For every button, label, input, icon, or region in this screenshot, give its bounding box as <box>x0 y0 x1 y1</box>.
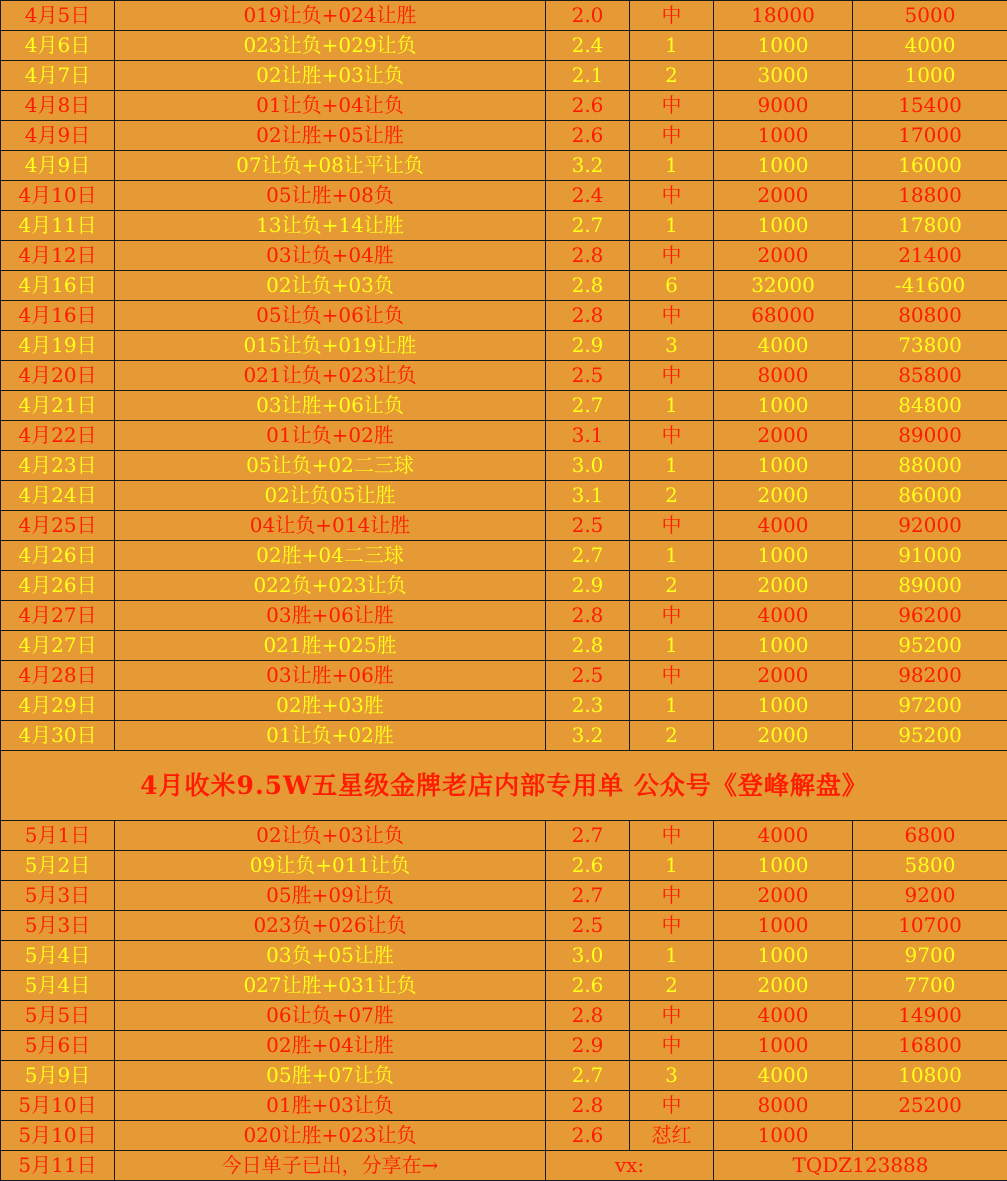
cell-odds: 2.7 <box>546 821 630 851</box>
cell-stake: 1000 <box>714 1031 853 1061</box>
cell-stake: 2000 <box>714 181 853 211</box>
cell-balance: 80800 <box>853 301 1007 331</box>
cell-date: 4月28日 <box>1 661 115 691</box>
table-row <box>1 601 1007 631</box>
cell-picks: 04让负+014让胜 <box>115 511 546 541</box>
cell-result: 怼红 <box>630 1121 714 1151</box>
table-row <box>1 661 1007 691</box>
table-row <box>1 571 1007 601</box>
cell-odds: 3.1 <box>546 481 630 511</box>
cell-balance: 9700 <box>853 941 1007 971</box>
table-row <box>1 151 1007 181</box>
table-row <box>1 941 1007 971</box>
cell-balance: 15400 <box>853 91 1007 121</box>
cell-balance: 10700 <box>853 911 1007 941</box>
cell-balance: 85800 <box>853 361 1007 391</box>
cell-stake: 18000 <box>714 1 853 31</box>
cell-stake: 2000 <box>714 481 853 511</box>
table-row <box>1 331 1007 361</box>
cell-balance: 89000 <box>853 421 1007 451</box>
cell-result: 中 <box>630 181 714 211</box>
cell-result: 中 <box>630 421 714 451</box>
cell-date: 5月4日 <box>1 941 115 971</box>
cell-picks: 02让负+03负 <box>115 271 546 301</box>
cell-date: 5月1日 <box>1 821 115 851</box>
cell-balance: -41600 <box>853 271 1007 301</box>
cell-date: 4月29日 <box>1 691 115 721</box>
cell-odds: 2.7 <box>546 541 630 571</box>
table-row <box>1 1061 1007 1091</box>
table-row <box>1 271 1007 301</box>
cell-picks: 05让胜+08负 <box>115 181 546 211</box>
cell-date: 4月6日 <box>1 31 115 61</box>
cell-stake: 8000 <box>714 1091 853 1121</box>
cell-result: 中 <box>630 1001 714 1031</box>
cell-odds: 2.9 <box>546 331 630 361</box>
table-row <box>1 541 1007 571</box>
cell-picks: 01胜+03让负 <box>115 1091 546 1121</box>
cell-picks: 02让胜+05让胜 <box>115 121 546 151</box>
cell-result: 中 <box>630 911 714 941</box>
table-row <box>1 1001 1007 1031</box>
cell-odds: 2.5 <box>546 361 630 391</box>
cell-picks: 03胜+06让胜 <box>115 601 546 631</box>
table-row <box>1 31 1007 61</box>
cell-result: 中 <box>630 511 714 541</box>
cell-odds: 2.5 <box>546 511 630 541</box>
cell-result: 中 <box>630 301 714 331</box>
cell-stake: 2000 <box>714 571 853 601</box>
cell-result: 中 <box>630 1091 714 1121</box>
table-row <box>1 121 1007 151</box>
cell-stake: 9000 <box>714 91 853 121</box>
cell-stake: 4000 <box>714 1061 853 1091</box>
cell-date: 4月9日 <box>1 121 115 151</box>
cell-picks: 01让负+02胜 <box>115 721 546 751</box>
cell-stake: 1000 <box>714 391 853 421</box>
cell-date: 5月3日 <box>1 881 115 911</box>
table-row <box>1 181 1007 211</box>
cell-picks: 03让胜+06胜 <box>115 661 546 691</box>
cell-picks: 021让负+023让负 <box>115 361 546 391</box>
cell-odds: 2.6 <box>546 851 630 881</box>
cell-balance: 5000 <box>853 1 1007 31</box>
cell-balance: 4000 <box>853 31 1007 61</box>
table-row <box>1 631 1007 661</box>
cell-odds: 2.3 <box>546 691 630 721</box>
cell-stake: 4000 <box>714 331 853 361</box>
cell-picks: 019让负+024让胜 <box>115 1 546 31</box>
cell-picks: 05胜+07让负 <box>115 1061 546 1091</box>
table-row <box>1 91 1007 121</box>
cell-stake: 1000 <box>714 941 853 971</box>
banner-row <box>1 751 1007 821</box>
cell-result: 1 <box>630 451 714 481</box>
cell-date: 4月8日 <box>1 91 115 121</box>
cell-balance: 91000 <box>853 541 1007 571</box>
cell-odds: 2.5 <box>546 911 630 941</box>
cell-balance: 14900 <box>853 1001 1007 1031</box>
cell-result: 1 <box>630 31 714 61</box>
footer-row <box>1 1151 1007 1181</box>
cell-result: 6 <box>630 271 714 301</box>
cell-balance: 96200 <box>853 601 1007 631</box>
table-row <box>1 511 1007 541</box>
cell-odds: 2.6 <box>546 1121 630 1151</box>
cell-balance: 92000 <box>853 511 1007 541</box>
banner-text: 4月收米9.5W五星级金牌老店内部专用单 公众号《登峰解盘》 <box>1 751 1007 821</box>
cell-stake: 1000 <box>714 151 853 181</box>
footer-vx-label: vx: <box>546 1151 714 1181</box>
cell-result: 中 <box>630 361 714 391</box>
cell-date: 4月21日 <box>1 391 115 421</box>
cell-result: 中 <box>630 601 714 631</box>
cell-balance: 89000 <box>853 571 1007 601</box>
cell-date: 4月20日 <box>1 361 115 391</box>
table-row <box>1 851 1007 881</box>
cell-balance: 16800 <box>853 1031 1007 1061</box>
cell-result: 中 <box>630 1031 714 1061</box>
cell-odds: 2.9 <box>546 1031 630 1061</box>
table-row <box>1 721 1007 751</box>
cell-picks: 021胜+025胜 <box>115 631 546 661</box>
cell-result: 2 <box>630 721 714 751</box>
cell-result: 中 <box>630 821 714 851</box>
cell-result: 中 <box>630 881 714 911</box>
table-row <box>1 691 1007 721</box>
cell-result: 中 <box>630 1 714 31</box>
cell-picks: 015让负+019让胜 <box>115 331 546 361</box>
cell-date: 4月16日 <box>1 271 115 301</box>
cell-stake: 2000 <box>714 721 853 751</box>
cell-result: 1 <box>630 941 714 971</box>
cell-picks: 02让负05让胜 <box>115 481 546 511</box>
cell-picks: 03让负+04胜 <box>115 241 546 271</box>
cell-result: 中 <box>630 121 714 151</box>
cell-balance: 98200 <box>853 661 1007 691</box>
cell-picks: 01让负+04让负 <box>115 91 546 121</box>
cell-stake: 1000 <box>714 851 853 881</box>
cell-balance: 88000 <box>853 451 1007 481</box>
cell-odds: 2.8 <box>546 241 630 271</box>
cell-picks: 02胜+03胜 <box>115 691 546 721</box>
table-row <box>1 241 1007 271</box>
cell-odds: 2.8 <box>546 601 630 631</box>
table-row <box>1 1121 1007 1151</box>
cell-stake: 2000 <box>714 421 853 451</box>
cell-date: 4月26日 <box>1 571 115 601</box>
cell-picks: 03负+05让胜 <box>115 941 546 971</box>
cell-picks: 13让负+14让胜 <box>115 211 546 241</box>
cell-balance: 6800 <box>853 821 1007 851</box>
cell-balance: 84800 <box>853 391 1007 421</box>
cell-picks: 06让负+07胜 <box>115 1001 546 1031</box>
cell-balance: 16000 <box>853 151 1007 181</box>
cell-balance: 95200 <box>853 631 1007 661</box>
cell-balance: 21400 <box>853 241 1007 271</box>
cell-stake: 1000 <box>714 911 853 941</box>
cell-date: 4月5日 <box>1 1 115 31</box>
cell-balance: 73800 <box>853 331 1007 361</box>
cell-odds: 2.8 <box>546 301 630 331</box>
cell-result: 中 <box>630 241 714 271</box>
cell-stake: 1000 <box>714 1121 853 1151</box>
cell-stake: 4000 <box>714 601 853 631</box>
may-section <box>1 821 1007 1151</box>
footer-note: 今日单子已出，分享在→ <box>115 1151 546 1181</box>
cell-date: 4月9日 <box>1 151 115 181</box>
cell-odds: 2.4 <box>546 31 630 61</box>
table-row <box>1 301 1007 331</box>
cell-stake: 2000 <box>714 661 853 691</box>
cell-odds: 2.8 <box>546 631 630 661</box>
cell-stake: 2000 <box>714 881 853 911</box>
cell-stake: 1000 <box>714 31 853 61</box>
cell-balance: 97200 <box>853 691 1007 721</box>
cell-picks: 05胜+09让负 <box>115 881 546 911</box>
cell-date: 5月10日 <box>1 1121 115 1151</box>
cell-stake: 1000 <box>714 211 853 241</box>
cell-stake: 8000 <box>714 361 853 391</box>
cell-odds: 2.7 <box>546 1061 630 1091</box>
cell-result: 2 <box>630 61 714 91</box>
table-row <box>1 451 1007 481</box>
cell-odds: 2.5 <box>546 661 630 691</box>
cell-odds: 2.8 <box>546 271 630 301</box>
cell-date: 5月4日 <box>1 971 115 1001</box>
cell-picks: 02胜+04二三球 <box>115 541 546 571</box>
table-row <box>1 971 1007 1001</box>
cell-date: 4月23日 <box>1 451 115 481</box>
cell-picks: 05让负+02二三球 <box>115 451 546 481</box>
cell-balance: 25200 <box>853 1091 1007 1121</box>
cell-odds: 2.6 <box>546 91 630 121</box>
cell-date: 4月25日 <box>1 511 115 541</box>
cell-odds: 2.9 <box>546 571 630 601</box>
cell-picks: 023让负+029让负 <box>115 31 546 61</box>
cell-stake: 4000 <box>714 511 853 541</box>
cell-odds: 2.6 <box>546 121 630 151</box>
cell-stake: 4000 <box>714 1001 853 1031</box>
cell-balance: 86000 <box>853 481 1007 511</box>
cell-picks: 09让负+011让负 <box>115 851 546 881</box>
table-row <box>1 421 1007 451</box>
cell-date: 5月9日 <box>1 1061 115 1091</box>
cell-odds: 3.1 <box>546 421 630 451</box>
cell-date: 4月22日 <box>1 421 115 451</box>
cell-result: 2 <box>630 481 714 511</box>
cell-date: 4月16日 <box>1 301 115 331</box>
april-section <box>1 1 1007 751</box>
cell-balance: 5800 <box>853 851 1007 881</box>
cell-stake: 2000 <box>714 971 853 1001</box>
cell-date: 4月11日 <box>1 211 115 241</box>
cell-date: 5月5日 <box>1 1001 115 1031</box>
table-row <box>1 1091 1007 1121</box>
cell-odds: 3.0 <box>546 941 630 971</box>
cell-result: 2 <box>630 571 714 601</box>
cell-stake: 3000 <box>714 61 853 91</box>
cell-picks: 03让胜+06让负 <box>115 391 546 421</box>
cell-balance: 7700 <box>853 971 1007 1001</box>
cell-stake: 68000 <box>714 301 853 331</box>
banner-section <box>1 751 1007 821</box>
cell-result: 1 <box>630 851 714 881</box>
cell-date: 4月7日 <box>1 61 115 91</box>
cell-balance: 10800 <box>853 1061 1007 1091</box>
cell-odds: 2.6 <box>546 971 630 1001</box>
cell-balance: 17800 <box>853 211 1007 241</box>
cell-picks: 07让负+08让平让负 <box>115 151 546 181</box>
cell-stake: 4000 <box>714 821 853 851</box>
cell-result: 中 <box>630 661 714 691</box>
cell-picks: 05让负+06让负 <box>115 301 546 331</box>
cell-picks: 02让胜+03让负 <box>115 61 546 91</box>
cell-stake: 32000 <box>714 271 853 301</box>
cell-date: 4月26日 <box>1 541 115 571</box>
table-row <box>1 361 1007 391</box>
table-row <box>1 211 1007 241</box>
cell-date: 4月30日 <box>1 721 115 751</box>
cell-picks: 02让负+03让负 <box>115 821 546 851</box>
cell-date: 4月27日 <box>1 631 115 661</box>
cell-stake: 2000 <box>714 241 853 271</box>
cell-picks: 027让胜+031让负 <box>115 971 546 1001</box>
cell-balance: 95200 <box>853 721 1007 751</box>
table-row <box>1 1 1007 31</box>
cell-result: 3 <box>630 331 714 361</box>
cell-picks: 02胜+04让胜 <box>115 1031 546 1061</box>
cell-date: 4月27日 <box>1 601 115 631</box>
cell-picks: 020让胜+023让负 <box>115 1121 546 1151</box>
cell-odds: 2.8 <box>546 1091 630 1121</box>
cell-stake: 1000 <box>714 631 853 661</box>
cell-balance: 1000 <box>853 61 1007 91</box>
table-row <box>1 61 1007 91</box>
cell-odds: 2.8 <box>546 1001 630 1031</box>
cell-date: 4月10日 <box>1 181 115 211</box>
cell-result: 3 <box>630 1061 714 1091</box>
cell-stake: 1000 <box>714 451 853 481</box>
footer-date: 5月11日 <box>1 1151 115 1181</box>
cell-result: 1 <box>630 631 714 661</box>
cell-stake: 1000 <box>714 121 853 151</box>
cell-date: 4月12日 <box>1 241 115 271</box>
footer-vx-id: TQDZ123888 <box>714 1151 1007 1181</box>
cell-odds: 3.0 <box>546 451 630 481</box>
cell-odds: 2.4 <box>546 181 630 211</box>
cell-result: 1 <box>630 391 714 421</box>
cell-balance: 18800 <box>853 181 1007 211</box>
cell-odds: 2.0 <box>546 1 630 31</box>
table-row <box>1 881 1007 911</box>
cell-balance: 17000 <box>853 121 1007 151</box>
table-row <box>1 391 1007 421</box>
cell-picks: 022负+023让负 <box>115 571 546 601</box>
cell-date: 5月2日 <box>1 851 115 881</box>
cell-date: 5月3日 <box>1 911 115 941</box>
table-row <box>1 821 1007 851</box>
cell-result: 1 <box>630 211 714 241</box>
table-row <box>1 911 1007 941</box>
cell-balance: 9200 <box>853 881 1007 911</box>
cell-result: 2 <box>630 971 714 1001</box>
cell-odds: 2.7 <box>546 881 630 911</box>
cell-date: 4月24日 <box>1 481 115 511</box>
cell-date: 4月19日 <box>1 331 115 361</box>
cell-stake: 1000 <box>714 691 853 721</box>
cell-balance <box>853 1121 1007 1151</box>
cell-result: 中 <box>630 91 714 121</box>
cell-result: 1 <box>630 541 714 571</box>
cell-odds: 2.1 <box>546 61 630 91</box>
cell-stake: 1000 <box>714 541 853 571</box>
table-row <box>1 1031 1007 1061</box>
cell-odds: 2.7 <box>546 391 630 421</box>
cell-result: 1 <box>630 691 714 721</box>
cell-odds: 2.7 <box>546 211 630 241</box>
cell-odds: 3.2 <box>546 721 630 751</box>
cell-date: 5月10日 <box>1 1091 115 1121</box>
cell-picks: 023负+026让负 <box>115 911 546 941</box>
footer-section <box>1 1151 1007 1181</box>
table-row <box>1 481 1007 511</box>
cell-date: 5月6日 <box>1 1031 115 1061</box>
cell-odds: 3.2 <box>546 151 630 181</box>
cell-picks: 01让负+02胜 <box>115 421 546 451</box>
cell-result: 1 <box>630 151 714 181</box>
